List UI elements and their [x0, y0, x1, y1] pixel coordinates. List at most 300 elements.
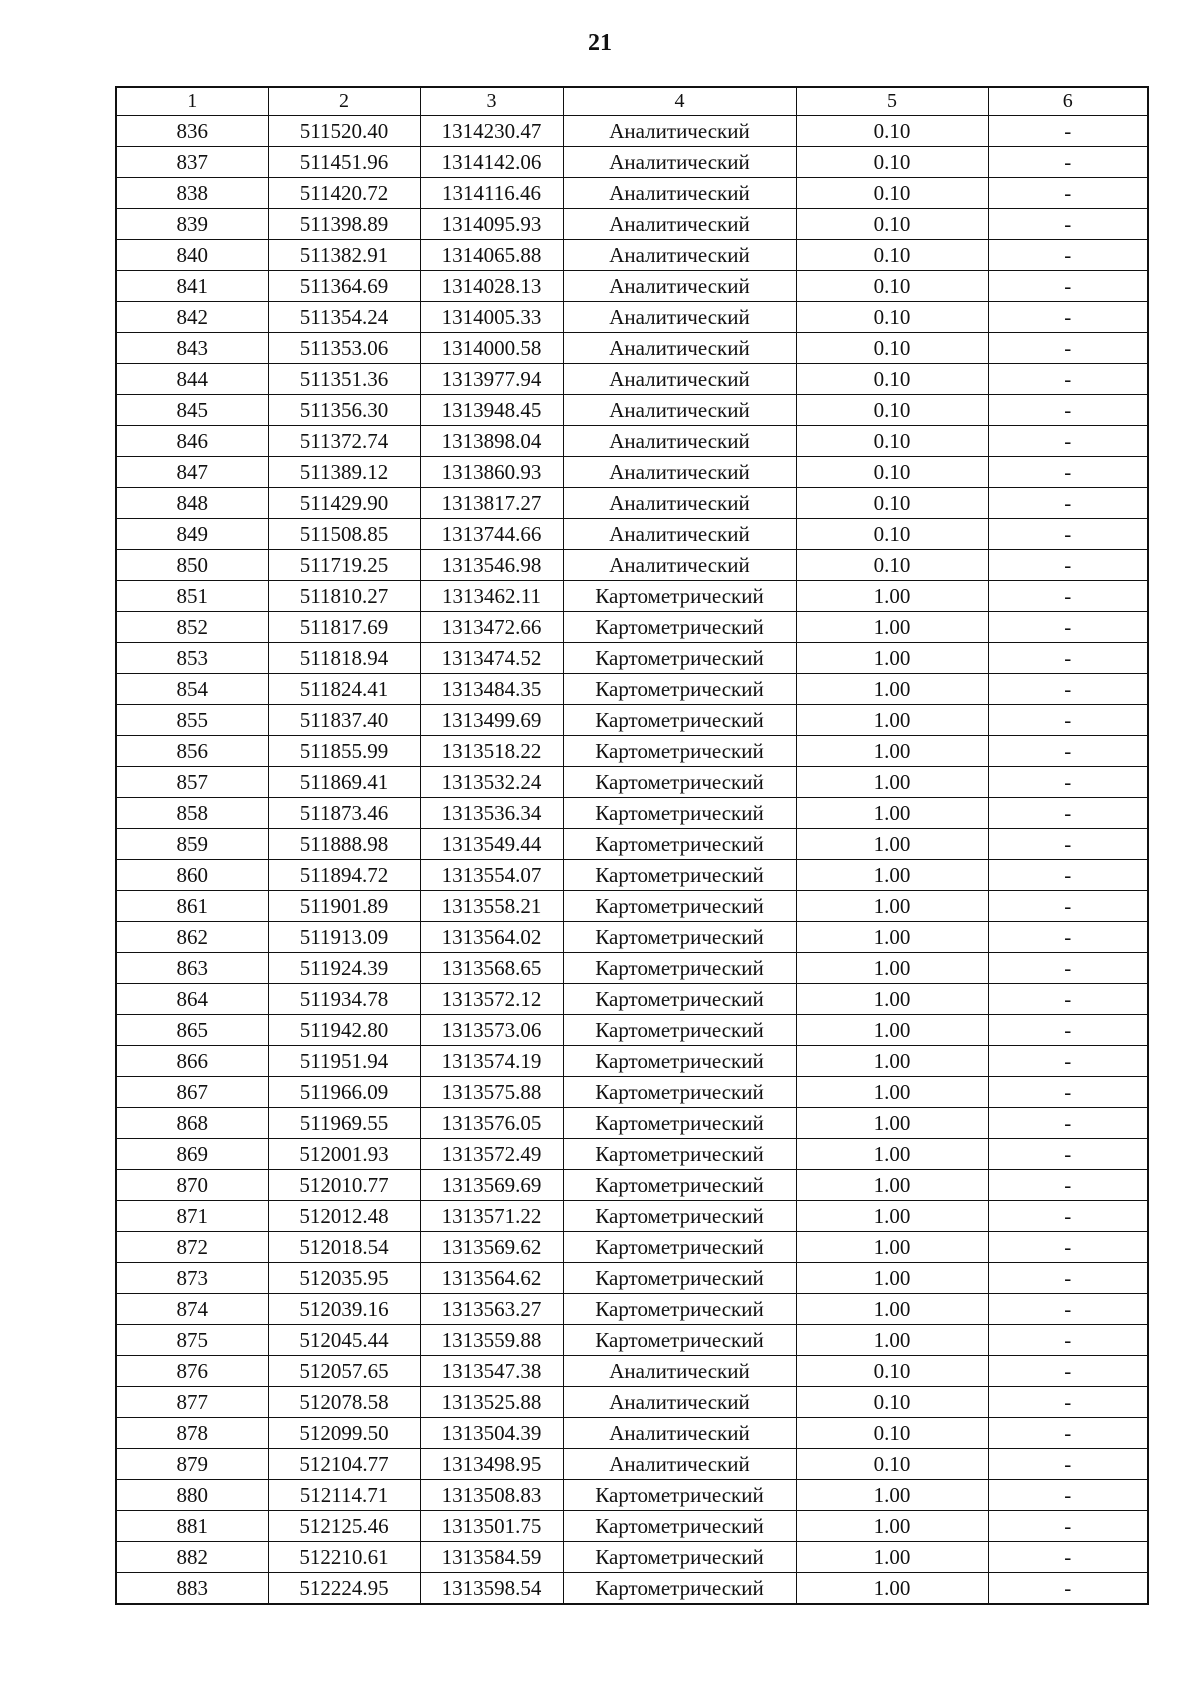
note-cell: - [988, 550, 1148, 581]
accuracy-cell: 1.00 [796, 1542, 988, 1573]
point-number-cell: 866 [116, 1046, 268, 1077]
x-coordinate-cell: 512224.95 [268, 1573, 420, 1605]
x-coordinate-cell: 511451.96 [268, 147, 420, 178]
method-cell: Картометрический [563, 1511, 796, 1542]
table-row [116, 891, 1148, 922]
accuracy-cell: 1.00 [796, 736, 988, 767]
note-cell: - [988, 1232, 1148, 1263]
note-cell: - [988, 1108, 1148, 1139]
note-cell: - [988, 147, 1148, 178]
y-coordinate-cell: 1313518.22 [420, 736, 563, 767]
table-row [116, 984, 1148, 1015]
note-cell: - [988, 1325, 1148, 1356]
x-coordinate-cell: 511901.89 [268, 891, 420, 922]
y-coordinate-cell: 1313501.75 [420, 1511, 563, 1542]
point-number-cell: 845 [116, 395, 268, 426]
note-cell: - [988, 581, 1148, 612]
accuracy-cell: 1.00 [796, 860, 988, 891]
column-header-2: 2 [268, 87, 420, 116]
y-coordinate-cell: 1314028.13 [420, 271, 563, 302]
x-coordinate-cell: 511969.55 [268, 1108, 420, 1139]
point-number-cell: 849 [116, 519, 268, 550]
accuracy-cell: 0.10 [796, 178, 988, 209]
accuracy-cell: 1.00 [796, 829, 988, 860]
accuracy-cell: 1.00 [796, 798, 988, 829]
y-coordinate-cell: 1314142.06 [420, 147, 563, 178]
x-coordinate-cell: 511354.24 [268, 302, 420, 333]
method-cell: Аналитический [563, 1418, 796, 1449]
y-coordinate-cell: 1313474.52 [420, 643, 563, 674]
accuracy-cell: 0.10 [796, 271, 988, 302]
note-cell: - [988, 209, 1148, 240]
method-cell: Картометрический [563, 860, 796, 891]
accuracy-cell: 0.10 [796, 1418, 988, 1449]
y-coordinate-cell: 1313559.88 [420, 1325, 563, 1356]
table-row [116, 1449, 1148, 1480]
x-coordinate-cell: 511356.30 [268, 395, 420, 426]
x-coordinate-cell: 512035.95 [268, 1263, 420, 1294]
x-coordinate-cell: 511398.89 [268, 209, 420, 240]
y-coordinate-cell: 1313569.62 [420, 1232, 563, 1263]
x-coordinate-cell: 511837.40 [268, 705, 420, 736]
x-coordinate-cell: 512099.50 [268, 1418, 420, 1449]
accuracy-cell: 1.00 [796, 1294, 988, 1325]
method-cell: Картометрический [563, 767, 796, 798]
y-coordinate-cell: 1313564.02 [420, 922, 563, 953]
note-cell: - [988, 1573, 1148, 1605]
method-cell: Картометрический [563, 922, 796, 953]
point-number-cell: 863 [116, 953, 268, 984]
table-body [116, 116, 1148, 1605]
accuracy-cell: 1.00 [796, 581, 988, 612]
method-cell: Аналитический [563, 147, 796, 178]
table-row [116, 1294, 1148, 1325]
table-row [116, 1170, 1148, 1201]
accuracy-cell: 1.00 [796, 1170, 988, 1201]
accuracy-cell: 1.00 [796, 612, 988, 643]
table-row [116, 364, 1148, 395]
note-cell: - [988, 1449, 1148, 1480]
note-cell: - [988, 1418, 1148, 1449]
y-coordinate-cell: 1313547.38 [420, 1356, 563, 1387]
accuracy-cell: 1.00 [796, 1015, 988, 1046]
method-cell: Картометрический [563, 984, 796, 1015]
method-cell: Картометрический [563, 798, 796, 829]
note-cell: - [988, 302, 1148, 333]
x-coordinate-cell: 512125.46 [268, 1511, 420, 1542]
method-cell: Картометрический [563, 705, 796, 736]
x-coordinate-cell: 511508.85 [268, 519, 420, 550]
point-number-cell: 847 [116, 457, 268, 488]
point-number-cell: 865 [116, 1015, 268, 1046]
y-coordinate-cell: 1313575.88 [420, 1077, 563, 1108]
accuracy-cell: 1.00 [796, 1046, 988, 1077]
y-coordinate-cell: 1313546.98 [420, 550, 563, 581]
note-cell: - [988, 922, 1148, 953]
note-cell: - [988, 426, 1148, 457]
x-coordinate-cell: 511894.72 [268, 860, 420, 891]
note-cell: - [988, 240, 1148, 271]
x-coordinate-cell: 512012.48 [268, 1201, 420, 1232]
point-number-cell: 872 [116, 1232, 268, 1263]
coordinates-table [115, 86, 1149, 1605]
x-coordinate-cell: 511810.27 [268, 581, 420, 612]
column-header-4: 4 [563, 87, 796, 116]
page-number: 21 [588, 30, 612, 56]
accuracy-cell: 1.00 [796, 922, 988, 953]
x-coordinate-cell: 511372.74 [268, 426, 420, 457]
point-number-cell: 883 [116, 1573, 268, 1605]
table-row [116, 240, 1148, 271]
table-row [116, 178, 1148, 209]
column-header-5: 5 [796, 87, 988, 116]
note-cell: - [988, 1170, 1148, 1201]
point-number-cell: 864 [116, 984, 268, 1015]
table-row [116, 1573, 1148, 1605]
y-coordinate-cell: 1313558.21 [420, 891, 563, 922]
method-cell: Аналитический [563, 426, 796, 457]
accuracy-cell: 1.00 [796, 1511, 988, 1542]
x-coordinate-cell: 511913.09 [268, 922, 420, 953]
method-cell: Картометрический [563, 643, 796, 674]
table-row [116, 333, 1148, 364]
table-row [116, 116, 1148, 147]
accuracy-cell: 0.10 [796, 426, 988, 457]
y-coordinate-cell: 1313571.22 [420, 1201, 563, 1232]
x-coordinate-cell: 511382.91 [268, 240, 420, 271]
table-row [116, 271, 1148, 302]
y-coordinate-cell: 1313499.69 [420, 705, 563, 736]
table-row [116, 1232, 1148, 1263]
column-header-6: 6 [988, 87, 1148, 116]
y-coordinate-cell: 1314005.33 [420, 302, 563, 333]
point-number-cell: 841 [116, 271, 268, 302]
x-coordinate-cell: 512001.93 [268, 1139, 420, 1170]
point-number-cell: 839 [116, 209, 268, 240]
point-number-cell: 873 [116, 1263, 268, 1294]
point-number-cell: 855 [116, 705, 268, 736]
point-number-cell: 844 [116, 364, 268, 395]
table-row [116, 302, 1148, 333]
method-cell: Картометрический [563, 1201, 796, 1232]
x-coordinate-cell: 511520.40 [268, 116, 420, 147]
accuracy-cell: 0.10 [796, 1449, 988, 1480]
accuracy-cell: 0.10 [796, 550, 988, 581]
method-cell: Аналитический [563, 395, 796, 426]
y-coordinate-cell: 1313817.27 [420, 488, 563, 519]
accuracy-cell: 1.00 [796, 1480, 988, 1511]
accuracy-cell: 1.00 [796, 1263, 988, 1294]
point-number-cell: 877 [116, 1387, 268, 1418]
table-row [116, 426, 1148, 457]
table-row [116, 1015, 1148, 1046]
table-row [116, 1139, 1148, 1170]
accuracy-cell: 0.10 [796, 364, 988, 395]
point-number-cell: 859 [116, 829, 268, 860]
method-cell: Картометрический [563, 1170, 796, 1201]
x-coordinate-cell: 511966.09 [268, 1077, 420, 1108]
method-cell: Картометрический [563, 1139, 796, 1170]
method-cell: Картометрический [563, 953, 796, 984]
note-cell: - [988, 891, 1148, 922]
table-row [116, 767, 1148, 798]
accuracy-cell: 1.00 [796, 705, 988, 736]
note-cell: - [988, 1542, 1148, 1573]
table-row [116, 674, 1148, 705]
point-number-cell: 876 [116, 1356, 268, 1387]
method-cell: Аналитический [563, 1449, 796, 1480]
x-coordinate-cell: 511719.25 [268, 550, 420, 581]
x-coordinate-cell: 511855.99 [268, 736, 420, 767]
x-coordinate-cell: 511873.46 [268, 798, 420, 829]
header-row [116, 87, 1148, 116]
note-cell: - [988, 1356, 1148, 1387]
y-coordinate-cell: 1313563.27 [420, 1294, 563, 1325]
table-header [116, 87, 1148, 116]
y-coordinate-cell: 1313948.45 [420, 395, 563, 426]
method-cell: Аналитический [563, 302, 796, 333]
x-coordinate-cell: 511924.39 [268, 953, 420, 984]
y-coordinate-cell: 1313572.12 [420, 984, 563, 1015]
y-coordinate-cell: 1313860.93 [420, 457, 563, 488]
accuracy-cell: 1.00 [796, 1201, 988, 1232]
note-cell: - [988, 1294, 1148, 1325]
table-row [116, 457, 1148, 488]
y-coordinate-cell: 1313744.66 [420, 519, 563, 550]
point-number-cell: 857 [116, 767, 268, 798]
note-cell: - [988, 1263, 1148, 1294]
note-cell: - [988, 1139, 1148, 1170]
note-cell: - [988, 488, 1148, 519]
y-coordinate-cell: 1313504.39 [420, 1418, 563, 1449]
accuracy-cell: 1.00 [796, 767, 988, 798]
accuracy-cell: 0.10 [796, 116, 988, 147]
accuracy-cell: 1.00 [796, 953, 988, 984]
point-number-cell: 875 [116, 1325, 268, 1356]
note-cell: - [988, 612, 1148, 643]
note-cell: - [988, 1480, 1148, 1511]
x-coordinate-cell: 511869.41 [268, 767, 420, 798]
table-row [116, 550, 1148, 581]
note-cell: - [988, 364, 1148, 395]
note-cell: - [988, 519, 1148, 550]
point-number-cell: 860 [116, 860, 268, 891]
table-row [116, 1480, 1148, 1511]
point-number-cell: 836 [116, 116, 268, 147]
point-number-cell: 861 [116, 891, 268, 922]
method-cell: Аналитический [563, 209, 796, 240]
table-row [116, 1046, 1148, 1077]
column-header-3: 3 [420, 87, 563, 116]
note-cell: - [988, 1046, 1148, 1077]
method-cell: Аналитический [563, 1387, 796, 1418]
y-coordinate-cell: 1313977.94 [420, 364, 563, 395]
method-cell: Картометрический [563, 1480, 796, 1511]
accuracy-cell: 1.00 [796, 643, 988, 674]
x-coordinate-cell: 512018.54 [268, 1232, 420, 1263]
table-row [116, 519, 1148, 550]
y-coordinate-cell: 1313498.95 [420, 1449, 563, 1480]
accuracy-cell: 0.10 [796, 519, 988, 550]
accuracy-cell: 0.10 [796, 395, 988, 426]
point-number-cell: 868 [116, 1108, 268, 1139]
x-coordinate-cell: 512057.65 [268, 1356, 420, 1387]
accuracy-cell: 0.10 [796, 457, 988, 488]
method-cell: Аналитический [563, 519, 796, 550]
x-coordinate-cell: 511942.80 [268, 1015, 420, 1046]
x-coordinate-cell: 512210.61 [268, 1542, 420, 1573]
y-coordinate-cell: 1313532.24 [420, 767, 563, 798]
note-cell: - [988, 767, 1148, 798]
x-coordinate-cell: 511817.69 [268, 612, 420, 643]
method-cell: Картометрический [563, 1108, 796, 1139]
method-cell: Аналитический [563, 550, 796, 581]
point-number-cell: 842 [116, 302, 268, 333]
table-row [116, 147, 1148, 178]
x-coordinate-cell: 511951.94 [268, 1046, 420, 1077]
accuracy-cell: 1.00 [796, 674, 988, 705]
x-coordinate-cell: 511824.41 [268, 674, 420, 705]
x-coordinate-cell: 512078.58 [268, 1387, 420, 1418]
accuracy-cell: 1.00 [796, 1325, 988, 1356]
y-coordinate-cell: 1313573.06 [420, 1015, 563, 1046]
method-cell: Аналитический [563, 364, 796, 395]
accuracy-cell: 0.10 [796, 302, 988, 333]
point-number-cell: 879 [116, 1449, 268, 1480]
y-coordinate-cell: 1313462.11 [420, 581, 563, 612]
point-number-cell: 882 [116, 1542, 268, 1573]
method-cell: Картометрический [563, 891, 796, 922]
y-coordinate-cell: 1313554.07 [420, 860, 563, 891]
point-number-cell: 862 [116, 922, 268, 953]
accuracy-cell: 1.00 [796, 1573, 988, 1605]
y-coordinate-cell: 1313484.35 [420, 674, 563, 705]
method-cell: Аналитический [563, 457, 796, 488]
method-cell: Картометрический [563, 1263, 796, 1294]
point-number-cell: 851 [116, 581, 268, 612]
x-coordinate-cell: 512104.77 [268, 1449, 420, 1480]
accuracy-cell: 0.10 [796, 333, 988, 364]
x-coordinate-cell: 511934.78 [268, 984, 420, 1015]
table-row [116, 1263, 1148, 1294]
method-cell: Картометрический [563, 1294, 796, 1325]
x-coordinate-cell: 511353.06 [268, 333, 420, 364]
table-row [116, 1511, 1148, 1542]
point-number-cell: 852 [116, 612, 268, 643]
point-number-cell: 871 [116, 1201, 268, 1232]
y-coordinate-cell: 1313569.69 [420, 1170, 563, 1201]
note-cell: - [988, 798, 1148, 829]
point-number-cell: 878 [116, 1418, 268, 1449]
method-cell: Картометрический [563, 1542, 796, 1573]
x-coordinate-cell: 512010.77 [268, 1170, 420, 1201]
method-cell: Картометрический [563, 612, 796, 643]
y-coordinate-cell: 1313584.59 [420, 1542, 563, 1573]
y-coordinate-cell: 1313525.88 [420, 1387, 563, 1418]
accuracy-cell: 1.00 [796, 984, 988, 1015]
point-number-cell: 870 [116, 1170, 268, 1201]
method-cell: Картометрический [563, 581, 796, 612]
point-number-cell: 846 [116, 426, 268, 457]
point-number-cell: 874 [116, 1294, 268, 1325]
x-coordinate-cell: 512039.16 [268, 1294, 420, 1325]
table-row [116, 829, 1148, 860]
method-cell: Картометрический [563, 1232, 796, 1263]
x-coordinate-cell: 511364.69 [268, 271, 420, 302]
accuracy-cell: 1.00 [796, 1139, 988, 1170]
accuracy-cell: 0.10 [796, 1356, 988, 1387]
table-row [116, 209, 1148, 240]
table-row [116, 1325, 1148, 1356]
y-coordinate-cell: 1314065.88 [420, 240, 563, 271]
note-cell: - [988, 271, 1148, 302]
note-cell: - [988, 1387, 1148, 1418]
note-cell: - [988, 178, 1148, 209]
table-row [116, 1418, 1148, 1449]
method-cell: Картометрический [563, 1015, 796, 1046]
method-cell: Аналитический [563, 240, 796, 271]
x-coordinate-cell: 511888.98 [268, 829, 420, 860]
method-cell: Аналитический [563, 488, 796, 519]
x-coordinate-cell: 511351.36 [268, 364, 420, 395]
y-coordinate-cell: 1313568.65 [420, 953, 563, 984]
x-coordinate-cell: 511818.94 [268, 643, 420, 674]
table-row [116, 581, 1148, 612]
note-cell: - [988, 674, 1148, 705]
x-coordinate-cell: 511420.72 [268, 178, 420, 209]
table-row [116, 1387, 1148, 1418]
table-row [116, 953, 1148, 984]
y-coordinate-cell: 1314116.46 [420, 178, 563, 209]
method-cell: Картометрический [563, 1573, 796, 1605]
table-row [116, 643, 1148, 674]
y-coordinate-cell: 1313508.83 [420, 1480, 563, 1511]
point-number-cell: 854 [116, 674, 268, 705]
x-coordinate-cell: 511389.12 [268, 457, 420, 488]
y-coordinate-cell: 1313472.66 [420, 612, 563, 643]
method-cell: Картометрический [563, 1046, 796, 1077]
note-cell: - [988, 1511, 1148, 1542]
note-cell: - [988, 116, 1148, 147]
accuracy-cell: 0.10 [796, 488, 988, 519]
point-number-cell: 856 [116, 736, 268, 767]
table-row [116, 922, 1148, 953]
accuracy-cell: 0.10 [796, 147, 988, 178]
note-cell: - [988, 953, 1148, 984]
y-coordinate-cell: 1313564.62 [420, 1263, 563, 1294]
y-coordinate-cell: 1313549.44 [420, 829, 563, 860]
note-cell: - [988, 1015, 1148, 1046]
point-number-cell: 837 [116, 147, 268, 178]
note-cell: - [988, 395, 1148, 426]
method-cell: Аналитический [563, 178, 796, 209]
note-cell: - [988, 829, 1148, 860]
y-coordinate-cell: 1313576.05 [420, 1108, 563, 1139]
table-row [116, 612, 1148, 643]
accuracy-cell: 0.10 [796, 209, 988, 240]
table-row [116, 395, 1148, 426]
method-cell: Картометрический [563, 736, 796, 767]
y-coordinate-cell: 1314230.47 [420, 116, 563, 147]
table-row [116, 488, 1148, 519]
point-number-cell: 850 [116, 550, 268, 581]
table-row [116, 1356, 1148, 1387]
x-coordinate-cell: 512114.71 [268, 1480, 420, 1511]
point-number-cell: 858 [116, 798, 268, 829]
method-cell: Картометрический [563, 1077, 796, 1108]
method-cell: Картометрический [563, 829, 796, 860]
column-header-1: 1 [116, 87, 268, 116]
